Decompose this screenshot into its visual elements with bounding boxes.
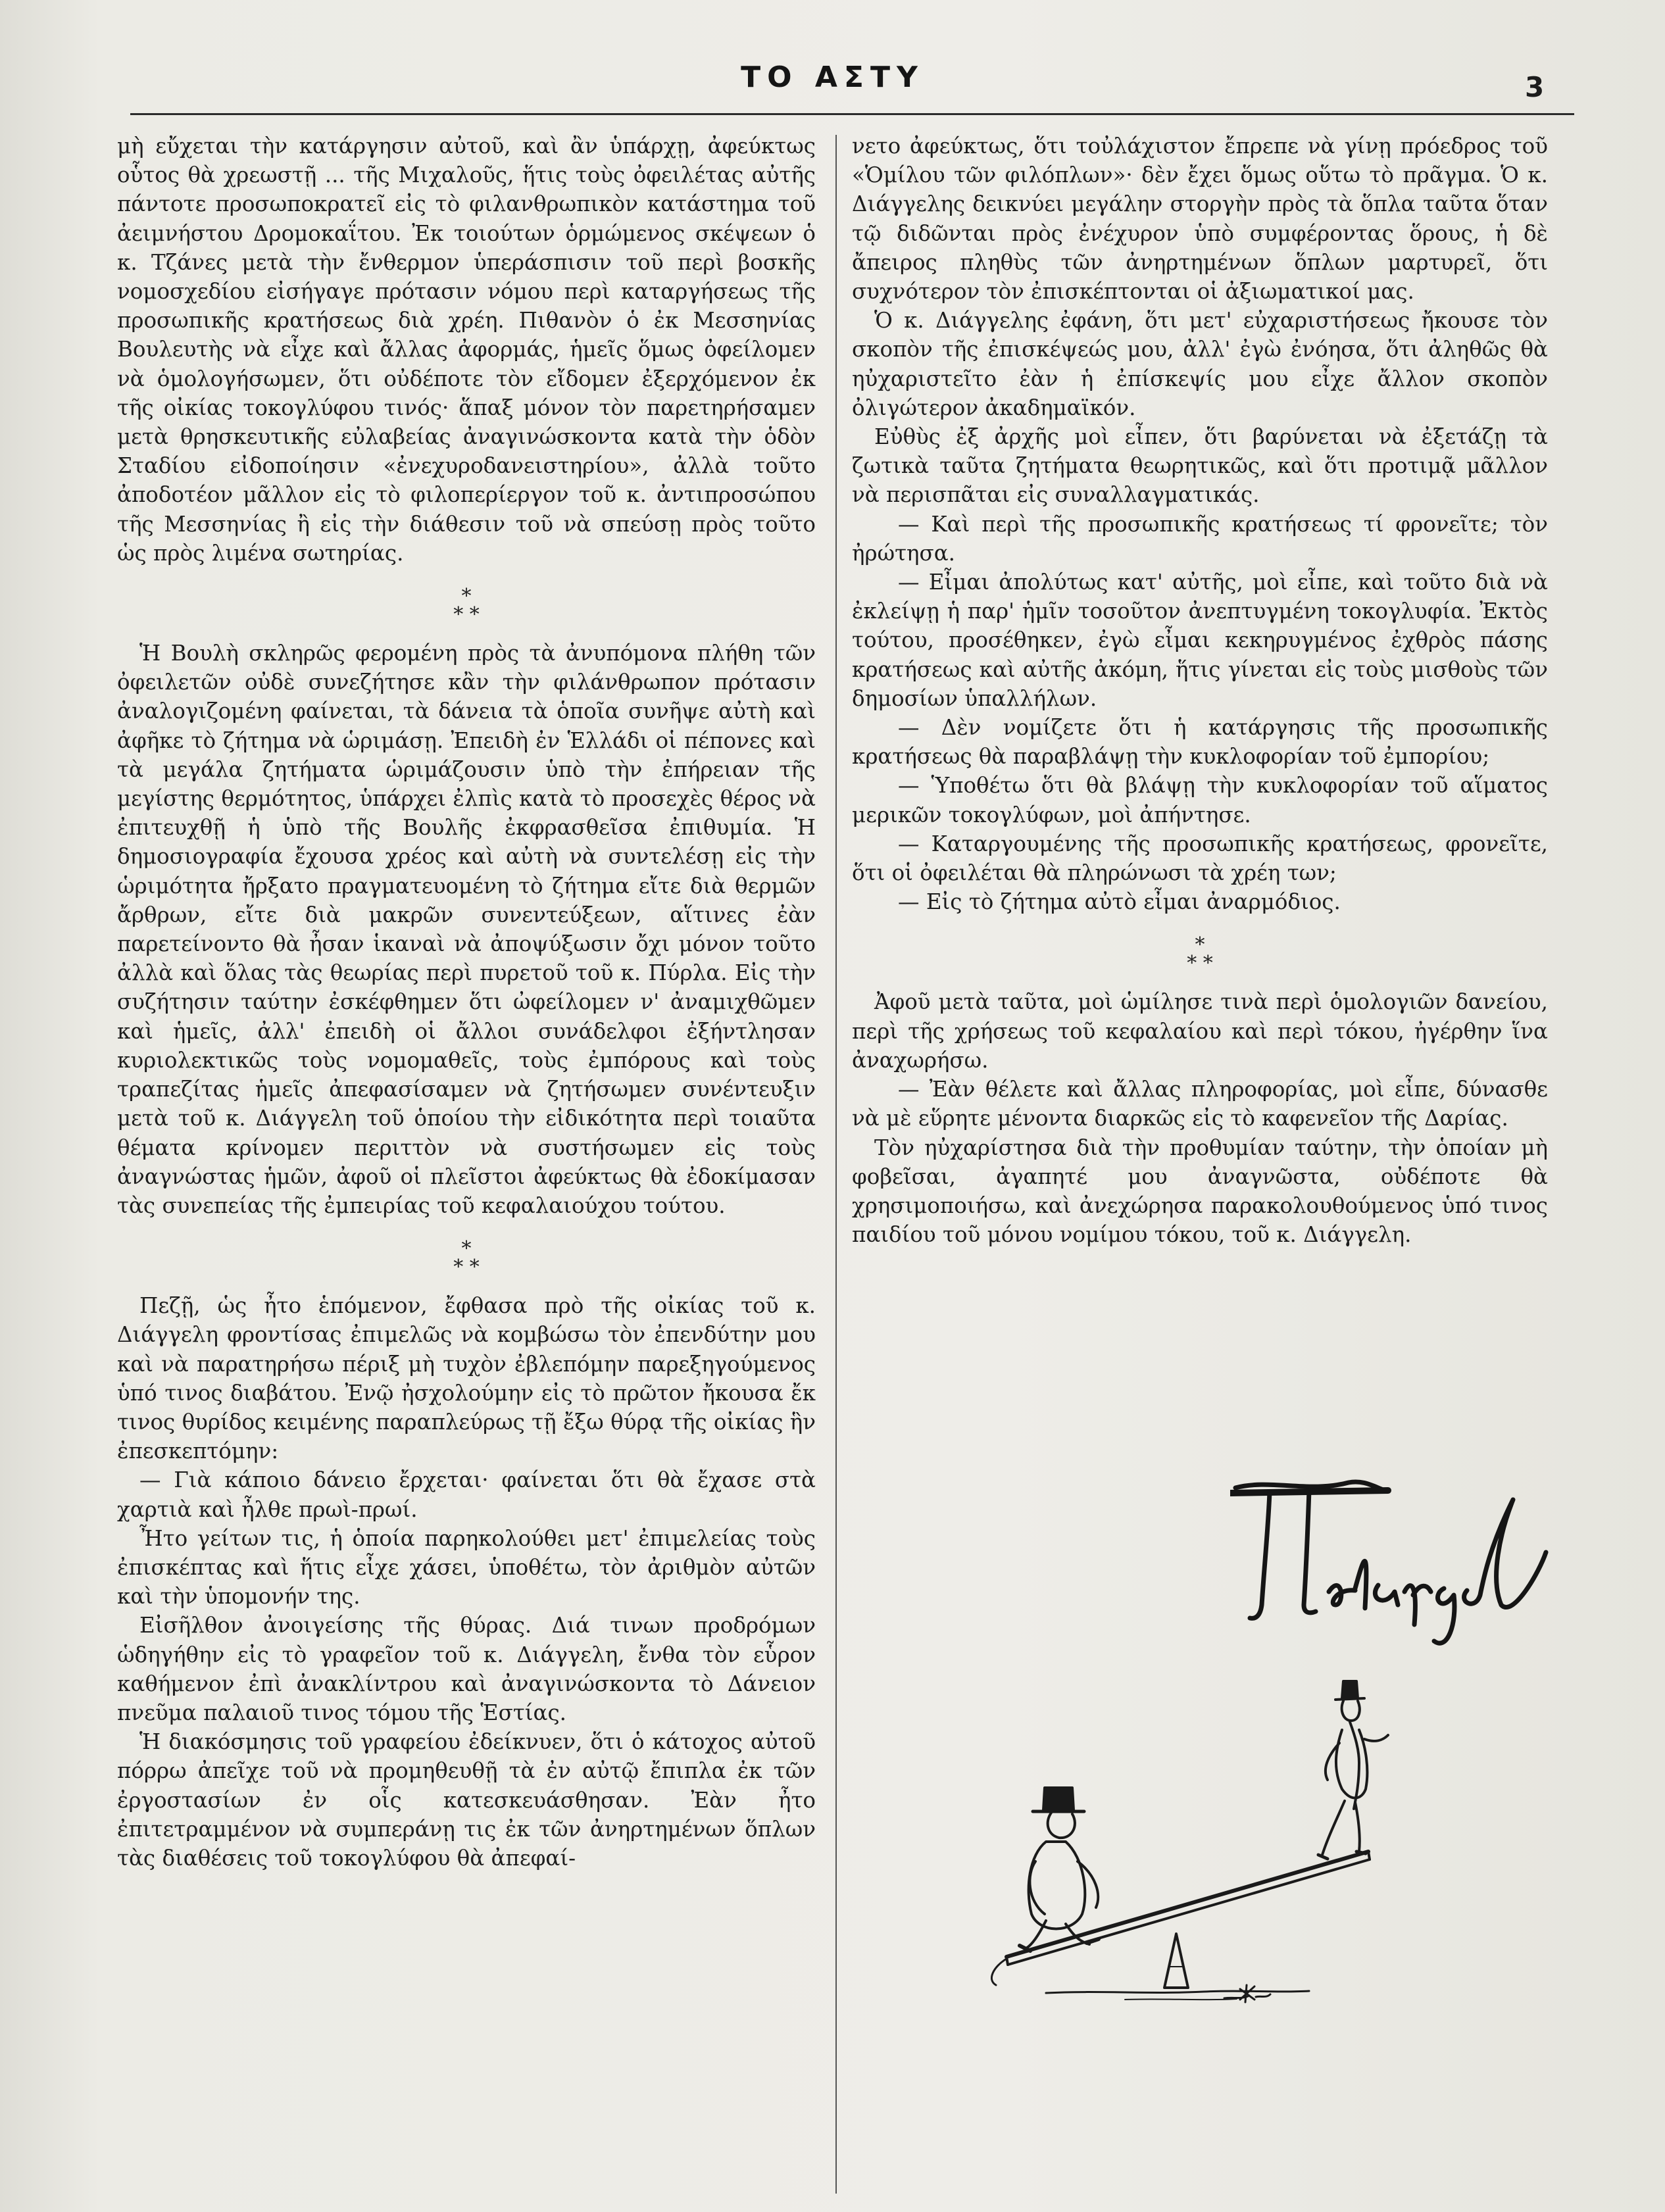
article-paragraph: Ἦτο γείτων τις, ἡ ὁποία παρηκολούθει μετ' ἐπιμελείας τοὺς ἐπισκέπτας καὶ ἥτις εἶχε χάσει, ὑποθέτω, τὸν ἀριθμὸν αὐτῶν καὶ τὴν ὑπομονήν της. [117, 1525, 816, 1610]
dialogue-line: — Ὑποθέτω ὅτι θὰ βλάψῃ τὴν κυκλοφορίαν τοῦ αἵματος μερικῶν τοκογλύφων, μοὶ ἀπήντησε. [852, 773, 1548, 827]
header-rule [130, 113, 1574, 115]
left-column [117, 132, 816, 1873]
newspaper-title: ΤΟ ΑΣΤΥ [741, 61, 924, 94]
article-paragraph: νετο ἀφεύκτως, ὅτι τοὐλάχιστον ἔπρεπε νὰ γίνῃ πρόεδρος τοῦ «Ὁμίλου τῶν φιλόπλων»· δὲν ἔχει ὅμως οὕτω τὸ πρᾶγμα. Ὁ κ. Διάγγελης δεικνύει μεγάλην στοργὴν πρὸς τὰ ὅπλα ταῦτα ὅταν τῷ διδῶνται πρὸς ἐνέχυρον ὑπὸ συμφέροντας ὅρους, ἡ δὲ ἄπειρος πληθὺς τῶν ἀνηρτημένων ὅπλων μαρτυρεῖ, ὅτι συχνότερον τὸν ἐπισκέπτονται οἱ ἀξιωματικοί μας. [852, 134, 1548, 305]
article-paragraph: μὴ εὔχεται τὴν κατάργησιν αὐτοῦ, καὶ ἂν ὑπάρχῃ, ἀφεύκτως οὗτος θὰ χρεωστῇ ... τῆς Μιχαλοῦς, ἥτις τοὺς ὀφειλέτας αὐτῆς πάντοτε προσωποκρατεῖ εἰς τὸ φιλανθρωπικὸν κατάστημα τοῦ ἀειμνήστου Δρομοκαΐτου. Ἐκ τοιούτων ὁρμώμενος σκέψεων ὁ κ. Τζάνες μετὰ τὴν ἔνθερμον ὑπεράσπισιν τοῦ περὶ βοσκῆς νομοσχεδίου εἰσήγαγε πρότασιν νόμου περὶ καταργήσεως τῆς προσωπικῆς κρατήσεως διὰ χρέη. Πιθανὸν ὁ ἐκ Μεσσηνίας Βουλευτὴς νὰ εἶχε καὶ ἄλλας ἀφορμάς, ἡμεῖς ὅμως ὀφείλομεν νὰ ὁμολογήσωμεν, ὅτι οὐδέποτε τὸν εἴδομεν ἐξερχόμενον ἐκ τῆς οἰκίας τοκογλύφου τινός· ἅπαξ μόνον τὸν παρετηρήσαμεν μετὰ θρησκευτικῆς εὐλαβείας ἀναγινώσκοντα κατὰ τὴν ὁδὸν Σταδίου εἰδοποίησιν «ἐνεχυροδανειστηρίου», ἀλλὰ τοῦτο ἀποδοτέον μᾶλλον εἰς τὸ φιλοπερίεργον τοῦ κ. ἀντιπροσώπου τῆς Μεσσηνίας ἢ εἰς τὴν διάθεσιν τοῦ νὰ σπεύσῃ πρὸς τοῦτο ὡς πρὸς λιμένα σωτηρίας. [117, 134, 816, 566]
article-paragraph: Ὁ κ. Διάγγελης ἐφάνη, ὅτι μετ' εὐχαριστήσεως ἤκουσε τὸν σκοπὸν τῆς ἐπισκέψεώς μου, ἀλλ' ἐγὼ ἐνόησα, ὅτι ἀληθῶς θὰ ηὐχαριστεῖτο ἐὰν ἡ ἐπίσκεψίς μου εἶχε ἄλλον σκοπὸν ὀλιγώτερον ἀκαδημαϊκόν. [852, 308, 1548, 420]
section-break-stars: * * * [1187, 933, 1213, 975]
page-number: 3 [1525, 71, 1545, 103]
article-paragraph: Εἰσῆλθον ἀνοιγείσης τῆς θύρας. Διά τινων προδρόμων ὡδηγήθην εἰς τὸ γραφεῖον τοῦ κ. Διάγγελη, ἔνθα τὸν εὗρον καθήμενον ἐπὶ ἀνακλίντρου καὶ ἀναγινώσκοντα τὸ Δάνειον πνεῦμα παλαιοῦ τινος τόμου τῆς Ἑστίας. [117, 1613, 816, 1725]
dialogue-line: — Ἐὰν θέλετε καὶ ἄλλας πληροφορίας, μοὶ εἶπε, δύνασθε νὰ μὲ εὕρητε μένοντα διαρκῶς εἰς τὸ καφενεῖον τῆς Δαρίας. [852, 1077, 1548, 1131]
right-column [852, 132, 1548, 1249]
article-paragraph: Ἀφοῦ μετὰ ταῦτα, μοὶ ὡμίλησε τινὰ περὶ ὁμολογιῶν δανείου, περὶ τῆς χρήσεως τοῦ κεφαλαίου καὶ περὶ τόκου, ἠγέρθην ἵνα ἀναχωρήσω. [852, 989, 1548, 1073]
dialogue-line: — Καταργουμένης τῆς προσωπικῆς κρατήσεως, φρονεῖτε, ὅτι οἱ ὀφειλέται θὰ πληρώνωσι τὰ χρέη των; [852, 831, 1548, 886]
dialogue-line: — Δὲν νομίζετε ὅτι ἡ κατάργησις τῆς προσωπικῆς κρατήσεως θὰ παραβλάψῃ τὴν κυκλοφορίαν τοῦ ἐμπορίου; [852, 715, 1548, 770]
article-paragraph: Ἡ διακόσμησις τοῦ γραφείου ἐδείκνυεν, ὅτι ὁ κάτοχος αὐτοῦ πόρρω ἀπεῖχε τοῦ νὰ προμηθευθῇ τὰ ἐν αὐτῷ ἔπιπλα ἐκ τῶν ἐργοστασίων ἐν οἷς κατεσκευάσθησαν. Ἐὰν ἦτο ἐπιτετραμμένον νὰ συμπεράνῃ τις ἐκ τῶν ἀνηρτημένων ὅπλων τὰς διαθέσεις τοῦ τοκογλύφου θὰ ἀπεφαί- [117, 1729, 816, 1871]
article-paragraph: Εὐθὺς ἐξ ἀρχῆς μοὶ εἶπεν, ὅτι βαρύνεται νὰ ἐξετάζῃ τὰ ζωτικὰ ταῦτα ζητήματα θεωρητικῶς, καὶ ὅτι προτιμᾷ μᾶλλον νὰ περισπᾶται εἰς συναλλαγματικάς. [852, 424, 1548, 508]
article-paragraph: Πεζῇ, ὡς ἦτο ἑπόμενον, ἔφθασα πρὸ τῆς οἰκίας τοῦ κ. Διάγγελη φροντίσας ἐπιμελῶς νὰ κομβώσω τὸν ἐπενδύτην μου καὶ νὰ παρατηρήσω πέριξ μὴ τυχὸν ἐβλεπόμην παρεξηγούμενος ὑπό τινος διαβάτου. Ἐνῷ ἠσχολούμην εἰς τὸ πρῶτον ἤκουσα ἔκ τινος θυρίδος κειμένης παραπλεύρως τῇ ἔξω θύρᾳ τῆς οἰκίας ἣν ἐπεσκεπτόμην: [117, 1293, 816, 1464]
section-break-stars: * * * [453, 585, 480, 627]
dialogue-line: — Καὶ περὶ τῆς προσωπικῆς κρατήσεως τί φρονεῖτε; τὸν ἠρώτησα. [852, 511, 1548, 566]
article-paragraph: Τὸν ηὐχαρίστησα διὰ τὴν προθυμίαν ταύτην, τὴν ὁποίαν μὴ φοβεῖσαι, ἀγαπητέ μου ἀναγνῶστα, οὐδέποτε θὰ χρησιμοποιήσω, καὶ ἀνεχώρησα παρακολουθούμενος ὑπό τινος παιδίου τοῦ μόνου νομίμου τόκου, τοῦ κ. Διάγγελη. [852, 1135, 1548, 1248]
dialogue-line: — Γιὰ κάποιο δάνειο ἔρχεται· φαίνεται ὅτι θὰ ἔχασε στὰ χαρτιὰ καὶ ἦλθε πρωὶ-πρωί. [117, 1467, 816, 1522]
dialogue-line: — Εἰς τὸ ζήτημα αὐτὸ εἶμαι ἀναρμόδιος. [898, 889, 1341, 915]
column-divider [835, 135, 837, 2194]
section-break-stars: * * * [453, 1237, 480, 1279]
dialogue-line: — Εἶμαι ἀπολύτως κατ' αὐτῆς, μοὶ εἶπε, καὶ τοῦτο διὰ νὰ ἐκλείψῃ ἡ παρ' ἡμῖν τοσοῦτον ἀνεπτυγμένη τοκογλυφία. Ἐκτὸς τούτου, προσέθηκεν, ἐγὼ εἶμαι κεκηρυγμένος ἐχθρὸς πάσης κρατήσεως καὶ αὐτῆς ἀκόμη, ἥτις γίνεται εἰς τοὺς μισθοὺς τῶν δημοσίων ὑπαλλήλων. [852, 570, 1548, 711]
artist-monogram-icon [1220, 1980, 1273, 2006]
seesaw-cartoon-icon [967, 1625, 1441, 2052]
article-paragraph: Ἡ Βουλὴ σκληρῶς φερομένη πρὸς τὰ ἀνυπόμονα πλήθη τῶν ὀφειλετῶν οὐδὲ συνεζήτησε κἂν τὴν φιλάνθρωπον πρότασιν ἀναλογιζομένη φαίνεται, τὰ δάνεια τὰ ὁποῖα συνῆψε αὐτὴ καὶ ἀφῆκε τὸ ζήτημα νὰ ὡριμάσῃ. Ἐπειδὴ ἐν Ἑλλάδι οἱ πέπονες καὶ τὰ μεγάλα ζητήματα ὡριμάζουσιν ὑπὸ τὴν ἐπήρειαν τῆς μεγίστης θερμότητος, ὑπάρχει ἐλπὶς κατὰ τὸ προσεχὲς θέρος νὰ ἐπιτευχθῇ ἡ ὑπὸ τῆς Βουλῆς ἐκφρασθεῖσα ἐπιθυμία. Ἡ δημοσιογραφία ἔχουσα χρέος καὶ αὐτὴ νὰ συντελέσῃ εἰς τὴν ὡριμότητα ἤρξατο πραγματευομένη τὸ ζήτημα εἴτε διὰ θερμῶν ἄρθρων, εἴτε διὰ μακρῶν συνεντεύξεων, αἵτινες ἐὰν παρετείνοντο θὰ ἦσαν ἱκαναὶ νὰ ἀποψύξωσιν ὄχι μόνον τοῦτο ἀλλὰ καὶ ὅλας τὰς θεωρίας περὶ πυρετοῦ τοῦ κ. Πύρλα. Εἰς τὴν συζήτησιν ταύτην ἐσκέφθημεν ὅτι ὠφείλομεν ν' ἀναμιχθῶμεν καὶ ἡμεῖς, ἀλλ' ἐπειδὴ οἱ ἄλλοι συνάδελφοι ἐξήντλησαν κυριολεκτικῶς τοὺς νομομαθεῖς, τοὺς ἐμπόρους καὶ τοὺς τραπεζίτας ἡμεῖς ἀπεφασίσαμεν νὰ ζητήσωμεν συνέντευξιν μετὰ τοῦ κ. Διάγγελη τοῦ ὁποίου τὴν εἰδικότητα περὶ τοιαῦτα θέματα κρίνομεν περιττὸν νὰ συστήσωμεν εἰς τοὺς ἀναγνώστας ἡμῶν, ἀφοῦ οἱ πλεῖστοι ἀφεύκτως θὰ ἐδοκίμασαν τὰς συνεπείας τῆς ἐμπειρίας τοῦ κεφαλαιούχου τούτου. [117, 641, 816, 1218]
